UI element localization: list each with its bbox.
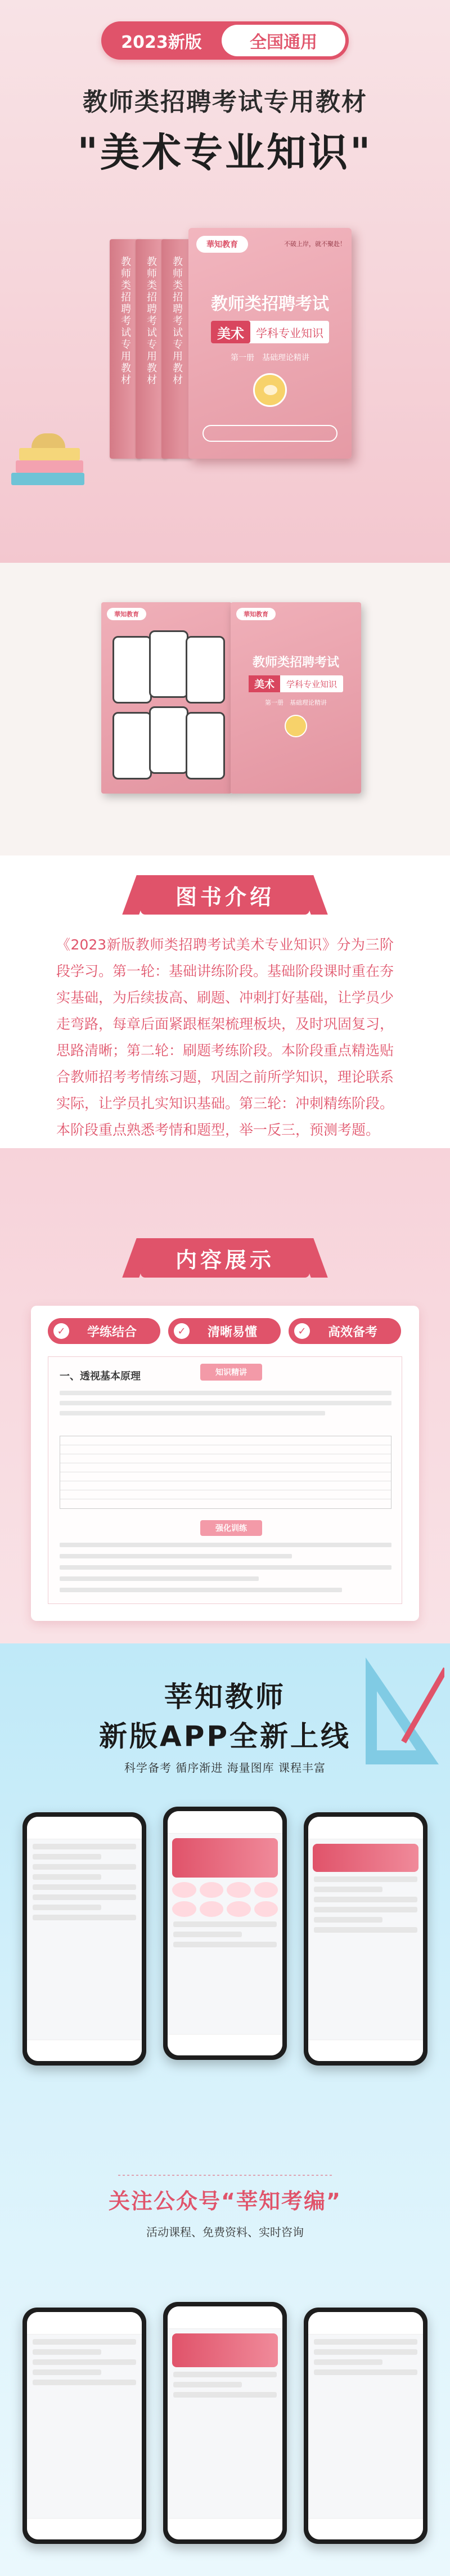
book-pile-decoration bbox=[11, 433, 96, 501]
table-row bbox=[60, 1472, 391, 1481]
edition-badge bbox=[101, 21, 349, 60]
table-row bbox=[60, 1463, 391, 1472]
sample-table bbox=[60, 1436, 392, 1509]
feature-tag bbox=[48, 1318, 160, 1344]
publisher-logo: 華知教育 bbox=[107, 608, 146, 620]
app-title-1: 莘知教师 bbox=[164, 1681, 286, 1713]
phone-screenshot-icon bbox=[149, 706, 188, 774]
feature-tag-label: 清晰易懂 bbox=[207, 1325, 257, 1339]
sample-heading: 一、透视基本原理 bbox=[60, 1370, 141, 1382]
hero-section bbox=[0, 0, 450, 563]
intro-ribbon bbox=[141, 875, 309, 915]
book-spine: 教师类招聘考试专用教材 bbox=[161, 239, 192, 459]
cover-subject-row bbox=[249, 675, 343, 692]
content-card bbox=[31, 1306, 419, 1621]
mascot-icon bbox=[253, 373, 287, 407]
phone-screenshot-icon bbox=[112, 712, 152, 779]
text-line bbox=[60, 1588, 342, 1592]
feature-tag-label: 高效备考 bbox=[327, 1325, 377, 1339]
edition-label: 2023新版 bbox=[121, 33, 202, 52]
cover-part: 第一册 基础理论精讲 bbox=[265, 699, 327, 706]
phone-screenshot-icon bbox=[186, 712, 225, 779]
book-front-cover-small bbox=[231, 602, 361, 794]
table-row bbox=[60, 1490, 391, 1499]
hero-title: 教师类招聘考试专用教材 bbox=[83, 88, 367, 117]
book-front-cover bbox=[188, 228, 352, 459]
prop-book bbox=[16, 460, 83, 473]
table-row bbox=[60, 1454, 391, 1463]
prop-book bbox=[19, 448, 80, 460]
publisher-logo: 華知教育 bbox=[196, 236, 248, 253]
sample-questions bbox=[60, 1543, 392, 1599]
phone-screenshot-icon bbox=[149, 630, 188, 698]
feature-tag bbox=[289, 1318, 401, 1344]
check-icon: ✓ bbox=[53, 1323, 69, 1339]
feature-tag-label: 学练结合 bbox=[87, 1325, 137, 1339]
cover-part: 第一册 基础理论精讲 bbox=[231, 353, 309, 362]
book-spine: 教师类招聘考试专用教材 bbox=[110, 239, 140, 459]
cover-subject-label: 学科专业知识 bbox=[256, 326, 323, 340]
app-title-2: 新版APP全新上线 bbox=[99, 1720, 351, 1753]
text-line bbox=[60, 1565, 392, 1570]
phone-mockup bbox=[163, 2302, 287, 2544]
phone-mockup bbox=[22, 2308, 146, 2544]
cover-subject: 美术 bbox=[211, 321, 250, 343]
phone-mockup bbox=[163, 1807, 287, 2060]
book-back-cover bbox=[101, 602, 232, 794]
cover-banner bbox=[202, 425, 338, 442]
cover-slogan: 不破上岸，就不聚赴！ bbox=[284, 240, 346, 248]
cover-subject-row bbox=[211, 321, 329, 343]
table-row bbox=[60, 1445, 391, 1454]
table-row bbox=[60, 1481, 391, 1490]
table-row bbox=[60, 1436, 391, 1445]
mascot-icon bbox=[285, 715, 307, 737]
text-line bbox=[60, 1576, 259, 1581]
divider-decoration bbox=[118, 2171, 332, 2179]
phone-screenshot-icon bbox=[186, 636, 225, 704]
cover-subject-label: 学科专业知识 bbox=[286, 679, 337, 689]
phone-mockup bbox=[304, 2308, 428, 2544]
publisher-logo: 華知教育 bbox=[236, 608, 276, 620]
check-icon: ✓ bbox=[294, 1323, 310, 1339]
intro-ribbon-label: 图书介绍 bbox=[175, 884, 274, 910]
text-line bbox=[60, 1543, 392, 1547]
scope-label: 全国通用 bbox=[222, 25, 345, 56]
book-spine: 教师类招聘考试专用教材 bbox=[136, 239, 166, 459]
cover-series: 教师类招聘考试 bbox=[211, 294, 329, 314]
hero-subtitle: "美术专业知识" bbox=[77, 129, 373, 176]
sample-text-lines bbox=[60, 1391, 392, 1421]
follow-title: 关注公众号“莘知考编” bbox=[109, 2189, 341, 2214]
feature-tag bbox=[168, 1318, 281, 1344]
phone-mockup bbox=[22, 1812, 146, 2066]
text-line bbox=[60, 1391, 392, 1395]
intro-section bbox=[0, 855, 450, 1148]
content-section bbox=[0, 1148, 450, 1643]
content-ribbon-label: 内容展示 bbox=[175, 1247, 274, 1273]
book-pair-section bbox=[0, 563, 450, 855]
cover-subject: 美术 bbox=[249, 675, 280, 692]
check-icon: ✓ bbox=[174, 1323, 190, 1339]
text-line bbox=[60, 1411, 325, 1415]
prop-book bbox=[11, 473, 84, 485]
cover-series: 教师类招聘考试 bbox=[252, 656, 339, 670]
sample-box-label: 知识精讲 bbox=[200, 1364, 262, 1381]
app-section bbox=[0, 1643, 450, 2576]
book-stack-image bbox=[110, 217, 346, 459]
text-line bbox=[60, 1554, 292, 1558]
follow-subtitle: 活动课程、免费资料、实时咨询 bbox=[146, 2225, 304, 2239]
app-features: 科学备考 循序渐进 海量图库 课程丰富 bbox=[124, 1761, 326, 1775]
intro-text: 《2023新版教师类招聘考试美术专业知识》分为三阶段学习。第一轮：基础讲练阶段。基础阶段课时重在夯实基础，为后续拔高、刷题、冲刺打好基础，让学员少走弯路，每章后面紧跟框架梳理板块，及时巩固复习，思路清晰；第二轮：刷题考练阶段。本阶段重点精选贴合教师招考考情练习题，巩固之前所学知识，理论联系实际，让学员扎实知识基础。第三轮：冲刺精练阶段。本阶段重点熟悉考情和题型，举一反三，预测考题。 bbox=[56, 937, 394, 1138]
feature-tags bbox=[48, 1318, 401, 1344]
sample-box-label-2: 强化训练 bbox=[200, 1520, 262, 1536]
sample-page bbox=[48, 1356, 402, 1604]
phone-screenshot-icon bbox=[112, 636, 152, 704]
text-line bbox=[60, 1401, 392, 1405]
content-ribbon bbox=[141, 1238, 309, 1278]
phone-mockup bbox=[304, 1812, 428, 2066]
